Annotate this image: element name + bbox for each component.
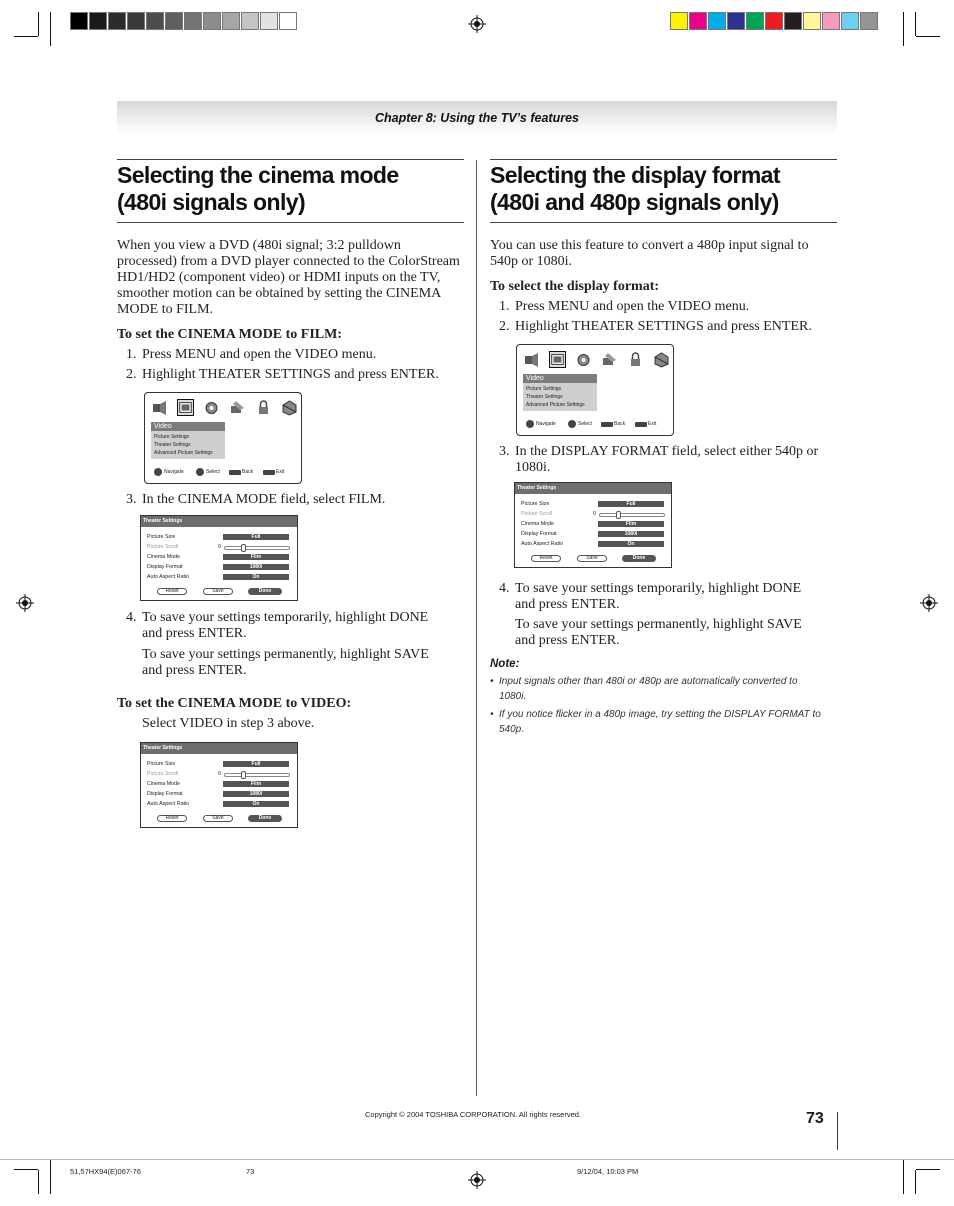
display-format-value[interactable]: 1080i: [223, 791, 289, 797]
nav-navigate-label: Navigate: [536, 421, 556, 427]
registration-mark-icon: [920, 594, 938, 612]
crop-mark: [38, 12, 39, 36]
heading-rule-top: [117, 159, 464, 160]
slider-knob[interactable]: [241, 544, 246, 552]
crop-mark: [50, 12, 51, 46]
gray-swatch: [241, 12, 259, 30]
return-button-icon: [229, 470, 241, 475]
theater-settings-title: Theater Settings: [515, 483, 671, 494]
note-text: Input signals other than 480i or 480p are automatically converted to 1080i.: [499, 676, 798, 702]
gray-swatch: [279, 12, 297, 30]
step-text: Press MENU and open the VIDEO menu.: [142, 347, 377, 362]
color-swatch: [670, 12, 688, 30]
nav-back-label: Back: [242, 469, 254, 475]
nav-back-label: Back: [614, 421, 626, 427]
display-format-subheading: To select the display format:: [490, 279, 660, 294]
auto-aspect-value[interactable]: On: [598, 541, 664, 547]
film-subheading: To set the CINEMA MODE to FILM:: [117, 327, 343, 342]
video-icon[interactable]: [177, 399, 194, 416]
step-text: Press MENU and open the VIDEO menu.: [515, 299, 750, 314]
bullet-glyph: •: [490, 676, 494, 687]
locks-icon[interactable]: [627, 351, 644, 368]
menu-item-theater-settings[interactable]: Theater Settings: [526, 394, 563, 400]
right-intro: You can use this feature to convert a 480p input signal to 540p or 1080i.: [490, 238, 809, 269]
cinema-mode-value[interactable]: Film: [223, 554, 289, 560]
label-picture-scroll: Picture Scroll: [147, 544, 179, 550]
step-number: 3.: [126, 492, 137, 507]
label-auto-aspect-ratio: Auto Aspect Ratio: [147, 574, 190, 580]
heading-rule-bottom: [117, 222, 464, 223]
step-text: To save your settings temporarily, highlight DONE and press ENTER.: [142, 610, 429, 641]
exit-button-icon: [635, 422, 647, 427]
video-subheading: To set the CINEMA MODE to VIDEO:: [117, 696, 352, 711]
gray-swatch: [184, 12, 202, 30]
select-icon: [196, 468, 204, 476]
label-picture-scroll: Picture Scroll: [147, 771, 179, 777]
video-menu-panel: [523, 374, 597, 411]
gray-swatch: [146, 12, 164, 30]
right-heading-line1: Selecting the display format: [490, 162, 780, 188]
setup-icon[interactable]: [229, 399, 246, 416]
nav-exit-label: Exit: [276, 469, 285, 475]
video-instruction: Select VIDEO in step 3 above.: [142, 716, 315, 731]
crop-mark: [915, 12, 916, 36]
bullet-glyph: •: [490, 709, 494, 720]
registration-mark-icon: [16, 594, 34, 612]
chapter-title: Chapter 8: Using the TV’s features: [375, 111, 579, 125]
picture-scroll-slider[interactable]: [224, 546, 290, 550]
scroll-value: 0: [593, 511, 596, 517]
display-format-value[interactable]: 1080i: [598, 531, 664, 537]
registration-mark-icon: [468, 1171, 486, 1189]
navigate-icon: [526, 420, 534, 428]
color-swatch: [822, 12, 840, 30]
exit-button-icon: [263, 470, 275, 475]
step-number: 2.: [126, 367, 137, 382]
menu-item-advanced-picture-settings[interactable]: Advanced Picture Settings: [154, 450, 213, 456]
picture-scroll-slider[interactable]: [599, 513, 665, 517]
theater-settings-screen: [140, 742, 298, 828]
gray-swatch: [203, 12, 221, 30]
preferences-icon[interactable]: [203, 399, 220, 416]
column-divider: [476, 160, 477, 1096]
reset-button[interactable]: Reset: [157, 588, 187, 595]
slider-knob[interactable]: [241, 771, 246, 779]
reset-button[interactable]: Reset: [157, 815, 187, 822]
done-button[interactable]: Done: [248, 588, 282, 595]
bottom-rule: [0, 1159, 954, 1160]
preferences-icon[interactable]: [575, 351, 592, 368]
menu-item-picture-settings[interactable]: Picture Settings: [154, 434, 190, 440]
step-number: 4.: [499, 581, 510, 596]
crop-mark: [14, 36, 38, 37]
scroll-value: 0: [218, 771, 221, 777]
menu-item-theater-settings[interactable]: Theater Settings: [154, 442, 191, 448]
left-step-4-extra: To save your settings permanently, highlight SAVE and press ENTER.: [142, 647, 429, 678]
nav-exit-label: Exit: [648, 421, 657, 427]
step-number: 1.: [126, 347, 137, 362]
file-id: 51,57HX94(E)067-76: [70, 1167, 141, 1176]
video-icon[interactable]: [549, 351, 566, 368]
step-text: Highlight THEATER SETTINGS and press ENTER.: [515, 319, 812, 334]
label-display-format: Display Format: [521, 531, 557, 537]
crop-mark: [903, 12, 904, 46]
registration-mark-icon: [468, 15, 486, 33]
gray-swatch: [70, 12, 88, 30]
picture-size-value[interactable]: Full: [598, 501, 664, 507]
step-text: In the CINEMA MODE field, select FILM.: [142, 492, 386, 507]
gray-swatch: [260, 12, 278, 30]
right-heading-line2: (480i and 480p signals only): [490, 189, 779, 215]
crop-mark: [38, 1170, 39, 1194]
right-heading: [490, 162, 837, 216]
color-swatch: [860, 12, 878, 30]
chapter-header: [117, 101, 837, 134]
page-ref: 73: [246, 1167, 255, 1176]
crop-mark: [916, 36, 940, 37]
color-swatch: [803, 12, 821, 30]
cinema-mode-value[interactable]: Film: [598, 521, 664, 527]
picture-scroll-slider[interactable]: [224, 773, 290, 777]
auto-aspect-value[interactable]: On: [223, 574, 289, 580]
label-picture-scroll: Picture Scroll: [521, 511, 553, 517]
done-button[interactable]: Done: [622, 555, 656, 562]
crop-mark: [916, 1169, 940, 1170]
gray-swatch: [89, 12, 107, 30]
step-number: 1.: [499, 299, 510, 314]
slider-knob[interactable]: [616, 511, 621, 519]
menu-item-advanced-picture-settings[interactable]: Advanced Picture Settings: [526, 402, 585, 408]
video-menu-screen: [516, 344, 674, 436]
video-menu-title: Video: [151, 422, 225, 431]
step-text: In the DISPLAY FORMAT field, select either 540p or 1080i.: [515, 444, 819, 475]
label-cinema-mode: Cinema Mode: [521, 521, 554, 527]
reset-button[interactable]: Reset: [531, 555, 561, 562]
crop-mark: [50, 1160, 51, 1194]
color-swatch: [765, 12, 783, 30]
display-format-value[interactable]: 1080i: [223, 564, 289, 570]
page-number-rule: [837, 1112, 838, 1150]
heading-rule-top: [490, 159, 837, 160]
applications-icon[interactable]: [281, 399, 298, 416]
audio-icon[interactable]: [523, 351, 540, 368]
save-button[interactable]: Save: [203, 588, 233, 595]
step-text: Highlight THEATER SETTINGS and press ENTER.: [142, 367, 439, 382]
theater-settings-title: Theater Settings: [141, 743, 297, 754]
right-step-4-extra: To save your settings permanently, highlight SAVE and press ENTER.: [515, 617, 802, 648]
menu-item-picture-settings[interactable]: Picture Settings: [526, 386, 562, 392]
setup-icon[interactable]: [601, 351, 618, 368]
auto-aspect-value[interactable]: On: [223, 801, 289, 807]
color-swatch: [727, 12, 745, 30]
select-icon: [568, 420, 576, 428]
theater-settings-screen: [514, 482, 672, 568]
navigate-icon: [154, 468, 162, 476]
timestamp: 9/12/04, 10:03 PM: [577, 1167, 639, 1176]
label-picture-size: Picture Size: [147, 761, 176, 767]
gray-swatch: [108, 12, 126, 30]
label-cinema-mode: Cinema Mode: [147, 781, 180, 787]
audio-icon[interactable]: [151, 399, 168, 416]
video-menu-screen: [144, 392, 302, 484]
locks-icon[interactable]: [255, 399, 272, 416]
label-picture-size: Picture Size: [521, 501, 550, 507]
crop-mark: [903, 1160, 904, 1194]
cinema-mode-value[interactable]: Film: [223, 781, 289, 787]
nav-select-label: Select: [578, 421, 592, 427]
color-swatch: [746, 12, 764, 30]
video-menu-panel: [151, 422, 225, 459]
theater-settings-screen: [140, 515, 298, 601]
nav-select-label: Select: [206, 469, 220, 475]
crop-mark: [915, 1170, 916, 1194]
color-swatch: [689, 12, 707, 30]
label-auto-aspect-ratio: Auto Aspect Ratio: [147, 801, 190, 807]
note-text: If you notice flicker in a 480p image, try setting the DISPLAY FORMAT to 540p.: [499, 709, 821, 735]
label-auto-aspect-ratio: Auto Aspect Ratio: [521, 541, 564, 547]
heading-rule-bottom: [490, 222, 837, 223]
return-button-icon: [601, 422, 613, 427]
crop-mark: [14, 1169, 38, 1170]
step-number: 4.: [126, 610, 137, 625]
left-heading-line1: Selecting the cinema mode: [117, 162, 399, 188]
theater-settings-title: Theater Settings: [141, 516, 297, 527]
color-swatch: [784, 12, 802, 30]
nav-navigate-label: Navigate: [164, 469, 184, 475]
note-title: Note:: [490, 658, 520, 670]
page-number: 73: [806, 1110, 824, 1127]
copyright: Copyright © 2004 TOSHIBA CORPORATION. All rights reserved.: [365, 1110, 582, 1119]
gray-swatch: [222, 12, 240, 30]
left-heading-line2: (480i signals only): [117, 189, 305, 215]
step-number: 3.: [499, 444, 510, 459]
left-heading: [117, 162, 464, 216]
label-cinema-mode: Cinema Mode: [147, 554, 180, 560]
save-button[interactable]: Save: [203, 815, 233, 822]
color-swatch: [841, 12, 859, 30]
step-text: To save your settings temporarily, highlight DONE and press ENTER.: [515, 581, 802, 612]
save-button[interactable]: Save: [577, 555, 607, 562]
label-display-format: Display Format: [147, 791, 183, 797]
label-picture-size: Picture Size: [147, 534, 176, 540]
picture-size-value[interactable]: Full: [223, 534, 289, 540]
applications-icon[interactable]: [653, 351, 670, 368]
left-intro: When you view a DVD (480i signal; 3:2 pulldown processed) from a DVD player connected to the ColorStream HD1/HD2 (component video) or HDMI inputs on the TV, smoother motion can be obtained by setting the CINEMA MODE to FILM.: [117, 238, 460, 317]
video-menu-title: Video: [523, 374, 597, 383]
color-swatch: [708, 12, 726, 30]
step-number: 2.: [499, 319, 510, 334]
label-display-format: Display Format: [147, 564, 183, 570]
scroll-value: 0: [218, 544, 221, 550]
gray-swatch: [165, 12, 183, 30]
gray-swatch: [127, 12, 145, 30]
picture-size-value[interactable]: Full: [223, 761, 289, 767]
done-button[interactable]: Done: [248, 815, 282, 822]
